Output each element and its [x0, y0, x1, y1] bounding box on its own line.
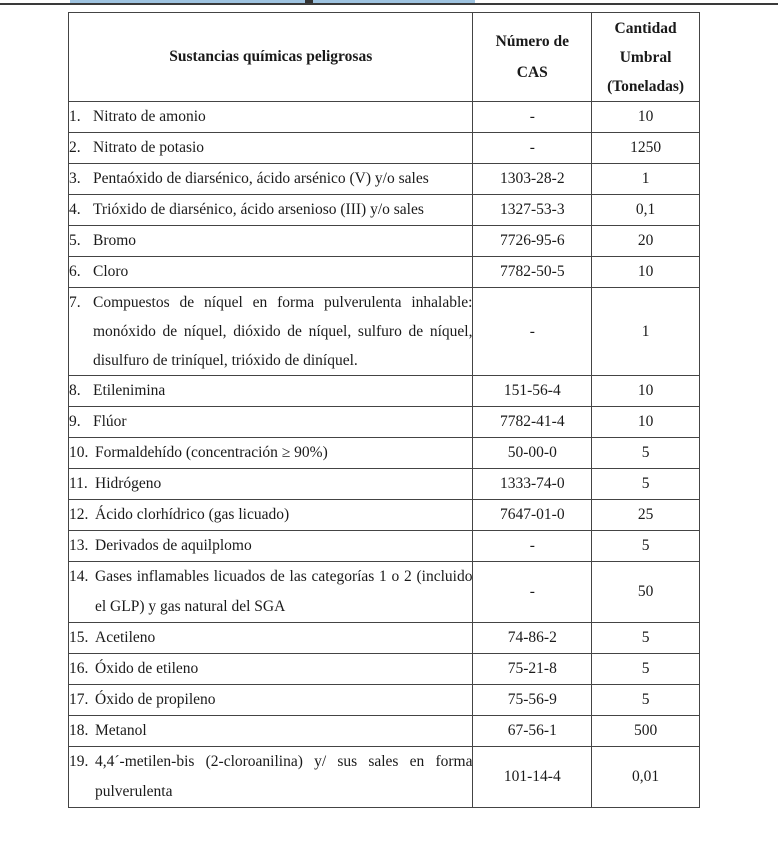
threshold-quantity-cell: 500 [592, 716, 700, 747]
threshold-quantity-cell: 20 [592, 226, 700, 257]
item-number: 19. [69, 753, 89, 770]
substance-name: Etilenimina [93, 382, 166, 399]
substance-name-cell [69, 685, 473, 716]
hazardous-substances-table [68, 12, 700, 808]
substance-name: Cloro [93, 263, 129, 280]
substance-name-cell [69, 164, 473, 195]
item-number: 10. [69, 444, 89, 461]
substance-name: Flúor [93, 413, 127, 430]
substance-name-cell [69, 562, 473, 623]
substance-name-cell [69, 469, 473, 500]
cas-number-cell: 67-56-1 [473, 716, 592, 747]
substance-name: Nitrato de potasio [93, 139, 205, 156]
substance-name: Ácido clorhídrico (gas licuado) [95, 506, 290, 523]
table-header-row [69, 13, 700, 102]
table-row [69, 747, 700, 808]
item-number: 9. [69, 413, 81, 430]
header-substances: Sustancias químicas peligrosas [69, 13, 473, 102]
cas-number-cell: - [473, 288, 592, 376]
substance-name-cell [69, 747, 473, 808]
cas-number-cell: 7726-95-6 [473, 226, 592, 257]
table-row [69, 654, 700, 685]
threshold-quantity-cell: 5 [592, 531, 700, 562]
cas-number-cell: 74-86-2 [473, 623, 592, 654]
threshold-quantity-cell: 10 [592, 376, 700, 407]
table-row [69, 257, 700, 288]
substance-name: Acetileno [95, 629, 156, 646]
item-number: 2. [69, 139, 81, 156]
item-number: 16. [69, 660, 89, 677]
table-row [69, 102, 700, 133]
cas-number-cell: 151-56-4 [473, 376, 592, 407]
threshold-quantity-cell: 50 [592, 562, 700, 623]
substance-name-cell [69, 288, 473, 376]
item-number: 1. [69, 108, 81, 125]
threshold-quantity-cell: 5 [592, 654, 700, 685]
cas-number-cell: 75-21-8 [473, 654, 592, 685]
threshold-quantity-cell: 0,01 [592, 747, 700, 808]
page-top-border [0, 3, 778, 5]
threshold-quantity-cell: 0,1 [592, 195, 700, 226]
cas-number-cell: 101-14-4 [473, 747, 592, 808]
substance-name-cell [69, 102, 473, 133]
table-row [69, 500, 700, 531]
substance-name: 4,4´-metilen-bis (2-cloroanilina) y/ sus sales en forma pulverulenta [95, 753, 473, 800]
substance-name: Pentaóxido de diarsénico, ácido arsénico (V) y/o sales [93, 170, 429, 187]
item-number: 11. [69, 475, 88, 492]
table-row [69, 376, 700, 407]
cas-number-cell: - [473, 531, 592, 562]
threshold-quantity-cell: 1250 [592, 133, 700, 164]
header-threshold-quantity: Cantidad Umbral (Toneladas) [592, 13, 700, 102]
substance-name-cell [69, 623, 473, 654]
cas-number-cell: 7647-01-0 [473, 500, 592, 531]
cas-number-cell: 75-56-9 [473, 685, 592, 716]
substance-name-cell [69, 376, 473, 407]
item-number: 15. [69, 629, 89, 646]
header-cas-number: Número de CAS [473, 13, 592, 102]
threshold-quantity-cell: 25 [592, 500, 700, 531]
substance-name-cell [69, 407, 473, 438]
item-number: 3. [69, 170, 81, 187]
table-row [69, 164, 700, 195]
cas-number-cell: 1333-74-0 [473, 469, 592, 500]
item-number: 7. [69, 294, 81, 311]
item-number: 8. [69, 382, 81, 399]
threshold-quantity-cell: 1 [592, 164, 700, 195]
cas-number-cell: 1327-53-3 [473, 195, 592, 226]
threshold-quantity-cell: 5 [592, 685, 700, 716]
threshold-quantity-cell: 1 [592, 288, 700, 376]
table-row [69, 226, 700, 257]
threshold-quantity-cell: 10 [592, 257, 700, 288]
substance-name: Óxido de propileno [95, 691, 216, 708]
table-row [69, 133, 700, 164]
threshold-quantity-cell: 10 [592, 102, 700, 133]
substance-name: Formaldehído (concentración ≥ 90%) [95, 444, 328, 461]
cas-number-cell: 50-00-0 [473, 438, 592, 469]
substance-name: Trióxido de diarsénico, ácido arsenioso (III) y/o sales [93, 201, 424, 218]
table-row [69, 562, 700, 623]
cas-number-cell: 7782-41-4 [473, 407, 592, 438]
table-row [69, 438, 700, 469]
threshold-quantity-cell: 10 [592, 407, 700, 438]
threshold-quantity-cell: 5 [592, 623, 700, 654]
substance-name-cell [69, 438, 473, 469]
substance-name-cell [69, 257, 473, 288]
table-row [69, 685, 700, 716]
cas-number-cell: - [473, 102, 592, 133]
cas-number-cell: - [473, 562, 592, 623]
table-row [69, 716, 700, 747]
table-row [69, 469, 700, 500]
substance-name: Metanol [95, 722, 147, 739]
substance-name: Bromo [93, 232, 137, 249]
substance-name: Gases inflamables licuados de las categorías 1 o 2 (incluido el GLP) y gas natural del SGA [95, 568, 473, 615]
table-row [69, 288, 700, 376]
item-number: 17. [69, 691, 89, 708]
item-number: 5. [69, 232, 81, 249]
substance-name-cell [69, 531, 473, 562]
threshold-quantity-cell: 5 [592, 438, 700, 469]
item-number: 12. [69, 506, 89, 523]
substance-name: Compuestos de níquel en forma pulverulenta inhalable: monóxido de níquel, dióxido de níquel, sulfuro de níquel, disulfuro de triníquel, trióxido de diníquel. [93, 294, 473, 369]
item-number: 14. [69, 568, 89, 585]
cas-number-cell: 1303-28-2 [473, 164, 592, 195]
substance-name-cell [69, 654, 473, 685]
table-row [69, 407, 700, 438]
threshold-quantity-cell: 5 [592, 469, 700, 500]
substance-name-cell [69, 195, 473, 226]
substance-name: Nitrato de amonio [93, 108, 206, 125]
substance-name: Derivados de aquilplomo [95, 537, 252, 554]
substance-name-cell [69, 716, 473, 747]
item-number: 4. [69, 201, 81, 218]
table-row [69, 195, 700, 226]
substance-name: Óxido de etileno [95, 660, 199, 677]
substance-name-cell [69, 133, 473, 164]
table-row [69, 623, 700, 654]
cas-number-cell: 7782-50-5 [473, 257, 592, 288]
substance-name-cell [69, 500, 473, 531]
table-row [69, 531, 700, 562]
item-number: 18. [69, 722, 89, 739]
item-number: 6. [69, 263, 81, 280]
substance-name-cell [69, 226, 473, 257]
cas-number-cell: - [473, 133, 592, 164]
item-number: 13. [69, 537, 89, 554]
substance-name: Hidrógeno [95, 475, 162, 492]
